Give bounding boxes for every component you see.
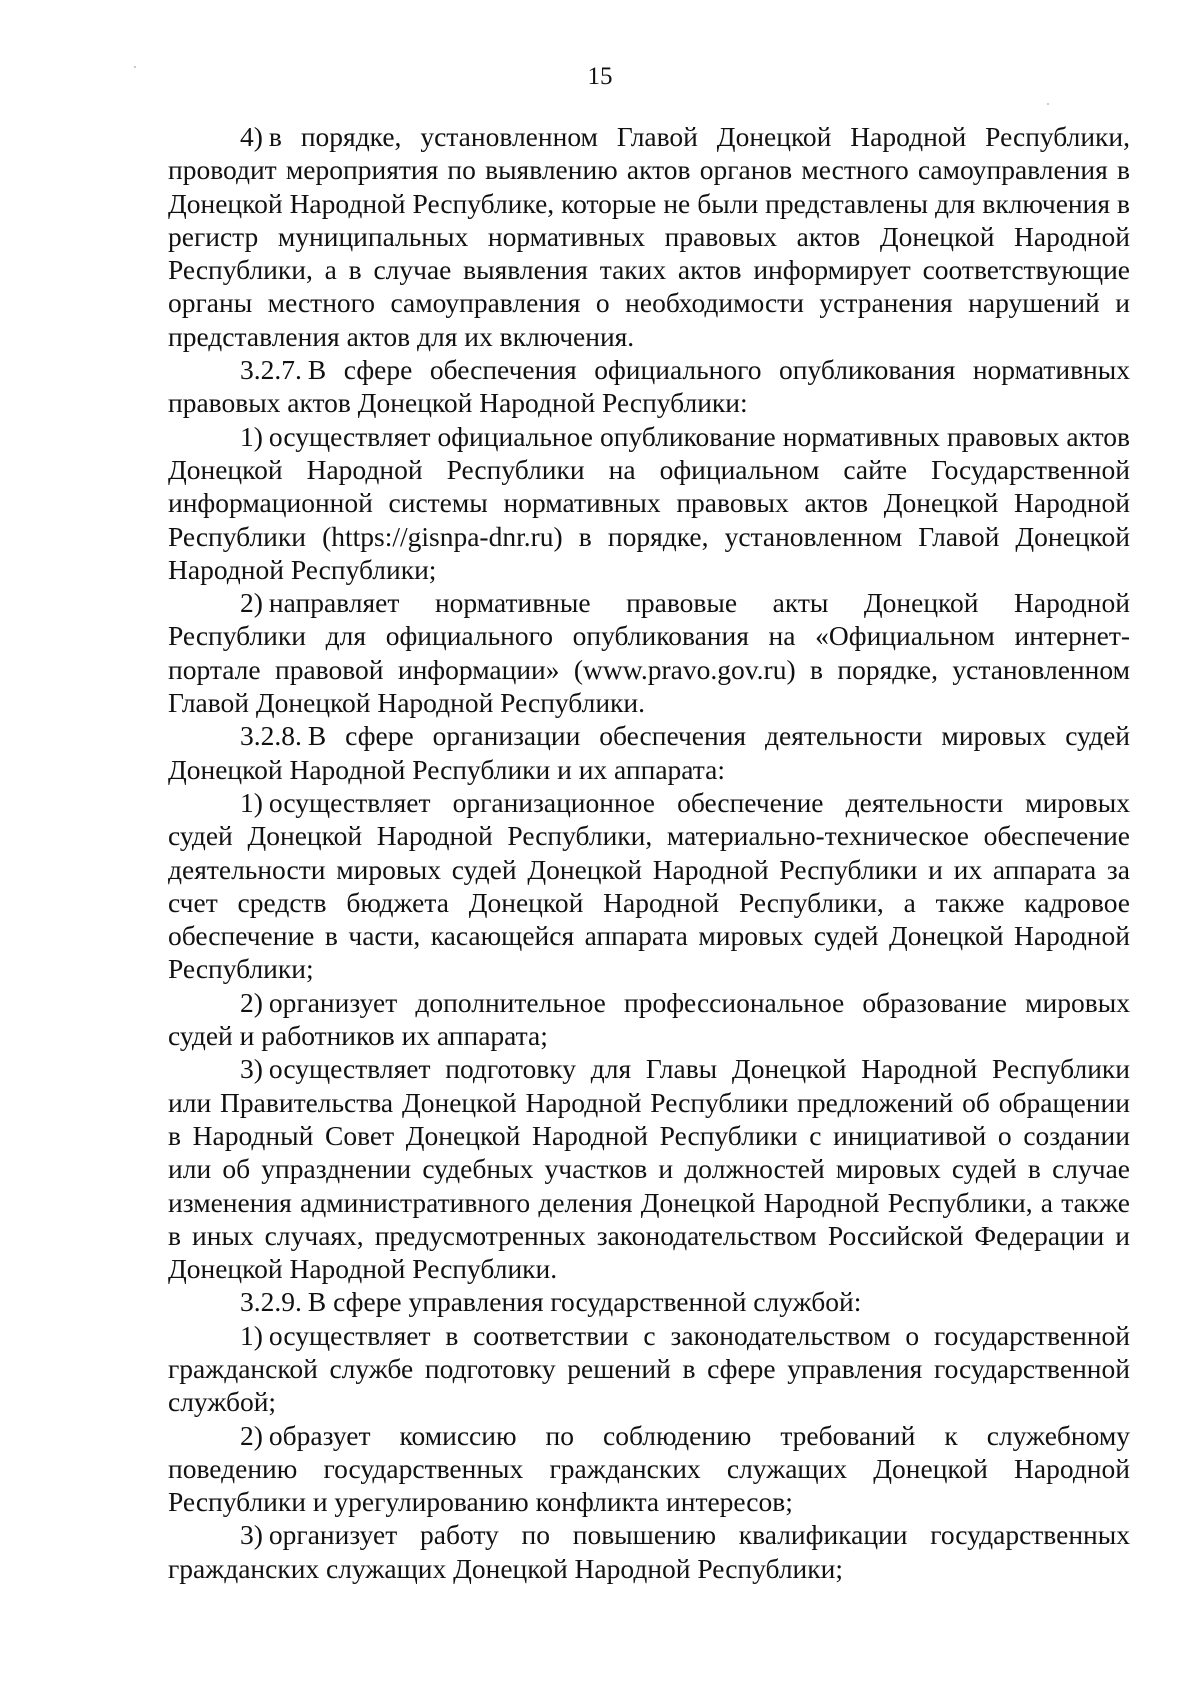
paragraph-text: организует работу по повышению квалификации государственных гражданских служащих Донецкой Народной Республики; bbox=[168, 1519, 1130, 1584]
list-marker: 1) bbox=[240, 420, 263, 452]
paragraph-3-2-7-item-2 bbox=[168, 586, 1130, 719]
list-marker: 3) bbox=[240, 1519, 263, 1551]
paragraph-3-2-7-item-1 bbox=[168, 420, 1130, 586]
list-marker: 2) bbox=[240, 1419, 263, 1451]
paragraph-3-2-9-item-1 bbox=[168, 1319, 1130, 1419]
list-marker: 2) bbox=[240, 587, 263, 619]
list-marker: 1) bbox=[240, 1319, 263, 1351]
list-marker: 2) bbox=[240, 986, 263, 1018]
section-3-2-9-heading bbox=[168, 1285, 1130, 1318]
section-number: 3.2.9. bbox=[240, 1286, 302, 1318]
section-number: 3.2.7. bbox=[240, 354, 302, 386]
paragraph-3-2-8-item-2 bbox=[168, 986, 1130, 1053]
paragraph-text: в порядке, установленном Главой Донецкой Народной Республики, проводит мероприятия по выявлению актов органов местного самоуправления в Донецкой Народной Республике, которые не были представлены для включения в регистр муниципальных нормативных правовых актов Донецкой Народной Республики, а в случае выявления таких актов информирует соответствующие органы местного самоуправления о необходимости устранения нарушений и представления актов для их включения. bbox=[168, 121, 1130, 352]
paragraph-text: В сфере управления государственной службой: bbox=[307, 1286, 862, 1318]
paragraph-text: организует дополнительное профессиональное образование мировых судей и работников их аппарата; bbox=[168, 986, 1130, 1052]
paragraph-text: В сфере организации обеспечения деятельности мировых судей Донецкой Народной Республики и их аппарата: bbox=[168, 720, 1130, 785]
paragraph-text: осуществляет организационное обеспечение деятельности мировых судей Донецкой Народной Республики, материально-техническое обеспечение деятельности мировых судей Донецкой Народной Республики и их аппарата за счет средств бюджета Донецкой Народной Республики, а также кадровое обеспечение в части, касающейся аппарата мировых судей Донецкой Народной Республики; bbox=[168, 786, 1130, 985]
document-body bbox=[168, 120, 1130, 1585]
paragraph-text: образует комиссию по соблюдению требований к служебному поведению государственных гражданских служащих Донецкой Народной Республики и урегулированию конфликта интересов; bbox=[168, 1419, 1130, 1518]
paragraph-3-2-8-item-3 bbox=[168, 1052, 1130, 1285]
paragraph-4-registry-check bbox=[168, 120, 1130, 353]
paragraph-text: осуществляет официальное опубликование нормативных правовых актов Донецкой Народной Республики на официальном сайте Государственной информационной системы нормативных правовых актов Донецкой Народной Республики (https://gisnpa-dnr.ru) в порядке, установленном Главой Донецкой Народной Республики; bbox=[168, 420, 1130, 585]
paragraph-3-2-9-item-3 bbox=[168, 1518, 1130, 1585]
scan-speck bbox=[1047, 103, 1049, 105]
paragraph-text: направляет нормативные правовые акты Донецкой Народной Республики для официального опубликования на «Официальном интернет-портале правовой информации» (www.pravo.gov.ru) в порядке, установленном Главой Донецкой Народной Республики. bbox=[168, 587, 1130, 719]
paragraph-3-2-9-item-2 bbox=[168, 1419, 1130, 1519]
paragraph-text: осуществляет подготовку для Главы Донецкой Народной Республики или Правительства Донецкой Народной Республики предложений об обращении в Народный Совет Донецкой Народной Республики с инициативой о создании или об упразднении судебных участков и должностей мировых судей в случае изменения административного деления Донецкой Народной Республики, а также в иных случаях, предусмотренных законодательством Российской Федерации и Донецкой Народной Республики. bbox=[168, 1053, 1130, 1285]
section-3-2-8-heading bbox=[168, 719, 1130, 786]
paragraph-text: В сфере обеспечения официального опубликования нормативных правовых актов Донецкой Народной Республики: bbox=[168, 354, 1130, 419]
page-number: 15 bbox=[587, 63, 613, 90]
paragraph-3-2-8-item-1 bbox=[168, 786, 1130, 986]
list-marker: 4) bbox=[240, 121, 263, 152]
list-marker: 1) bbox=[240, 786, 263, 818]
paragraph-text: осуществляет в соответствии с законодательством о государственной гражданской службе подготовку решений в сфере управления государственной службой; bbox=[168, 1319, 1130, 1418]
section-3-2-7-heading bbox=[168, 353, 1130, 420]
section-number: 3.2.8. bbox=[240, 720, 302, 752]
list-marker: 3) bbox=[240, 1053, 263, 1085]
